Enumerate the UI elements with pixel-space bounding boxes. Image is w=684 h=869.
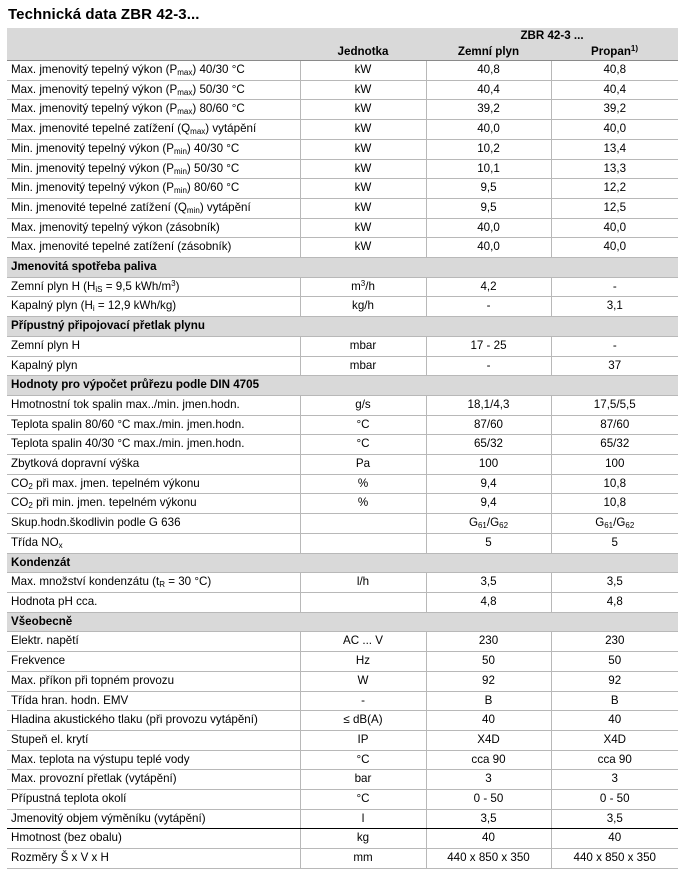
unit-cell: ≤ dB(A) bbox=[300, 711, 426, 731]
gas-value: 4,2 bbox=[426, 277, 551, 297]
propane-value: 440 x 850 x 350 bbox=[551, 849, 678, 869]
model-header: ZBR 42-3 ... bbox=[426, 28, 678, 43]
unit-cell: - bbox=[300, 691, 426, 711]
spec-row bbox=[7, 356, 678, 376]
header-row-model bbox=[7, 28, 678, 43]
section-header-row bbox=[7, 258, 678, 278]
spec-row bbox=[7, 80, 678, 100]
gas-value: 87/60 bbox=[426, 415, 551, 435]
propane-value: 40,4 bbox=[551, 80, 678, 100]
unit-cell: °C bbox=[300, 750, 426, 770]
propane-value: 10,8 bbox=[551, 474, 678, 494]
spec-row bbox=[7, 809, 678, 829]
spec-row bbox=[7, 691, 678, 711]
gas-value: 10,1 bbox=[426, 159, 551, 179]
propane-value: 12,2 bbox=[551, 179, 678, 199]
unit-cell: mbar bbox=[300, 336, 426, 356]
propane-value: 13,4 bbox=[551, 139, 678, 159]
spec-row bbox=[7, 514, 678, 534]
gas-value: 100 bbox=[426, 455, 551, 475]
param-label: Hmotnost (bez obalu) bbox=[7, 829, 300, 849]
spec-row bbox=[7, 179, 678, 199]
gas-value: 40,0 bbox=[426, 120, 551, 140]
propane-value: 40,0 bbox=[551, 120, 678, 140]
spec-row bbox=[7, 671, 678, 691]
propane-value: 3 bbox=[551, 770, 678, 790]
spec-row bbox=[7, 573, 678, 593]
param-label: Rozměry Š x V x H bbox=[7, 849, 300, 869]
propane-value: 40 bbox=[551, 711, 678, 731]
spec-row bbox=[7, 159, 678, 179]
propane-value: X4D bbox=[551, 730, 678, 750]
unit-cell: kg bbox=[300, 829, 426, 849]
param-label: Jmenovitý objem výměníku (vytápění) bbox=[7, 809, 300, 829]
spec-row bbox=[7, 139, 678, 159]
param-label: Třída hran. hodn. EMV bbox=[7, 691, 300, 711]
page-title: Technická data ZBR 42-3... bbox=[8, 6, 200, 23]
unit-cell: kW bbox=[300, 80, 426, 100]
param-label: Elektr. napětí bbox=[7, 632, 300, 652]
section-title: Všeobecně bbox=[7, 612, 678, 632]
unit-cell: g/s bbox=[300, 395, 426, 415]
unit-cell: °C bbox=[300, 415, 426, 435]
unit-cell bbox=[300, 514, 426, 534]
gas-value: B bbox=[426, 691, 551, 711]
gas-value: 4,8 bbox=[426, 592, 551, 612]
spec-row bbox=[7, 652, 678, 672]
param-label: Skup.hodn.škodlivin podle G 636 bbox=[7, 514, 300, 534]
spec-row bbox=[7, 711, 678, 731]
param-label: Max. jmenovité tepelné zatížení (zásobník) bbox=[7, 238, 300, 258]
spec-row bbox=[7, 750, 678, 770]
unit-cell: kW bbox=[300, 100, 426, 120]
propane-value: 12,5 bbox=[551, 198, 678, 218]
spec-row bbox=[7, 415, 678, 435]
param-label: Max. jmenovitý tepelný výkon $(P_{max})$ 50/30 °C bbox=[7, 80, 300, 100]
propane-value: 13,3 bbox=[551, 159, 678, 179]
param-label: Třída $NO_x$ bbox=[7, 533, 300, 553]
propane-footnote-mark: 1) bbox=[630, 44, 639, 53]
gas-value: 92 bbox=[426, 671, 551, 691]
propane-value: 17,5/5,5 bbox=[551, 395, 678, 415]
param-label: Min. jmenovité tepelné zatížení $(Q_{min})$ vytápění bbox=[7, 198, 300, 218]
unit-cell: l bbox=[300, 809, 426, 829]
spec-row bbox=[7, 395, 678, 415]
spec-row bbox=[7, 474, 678, 494]
param-label: Frekvence bbox=[7, 652, 300, 672]
unit-cell: IP bbox=[300, 730, 426, 750]
propane-value: 65/32 bbox=[551, 435, 678, 455]
unit-cell: l/h bbox=[300, 573, 426, 593]
param-label: Max. jmenovité tepelné zatížení $(Q_{max})$ vytápění bbox=[7, 120, 300, 140]
section-header-row bbox=[7, 553, 678, 573]
param-label: Zemní plyn H ($H_{iS} = 9,5$ kWh/$m^3$) bbox=[7, 277, 300, 297]
gas-value: 18,1/4,3 bbox=[426, 395, 551, 415]
propane-value: 92 bbox=[551, 671, 678, 691]
param-label: Hodnota pH cca. bbox=[7, 592, 300, 612]
spec-row bbox=[7, 849, 678, 869]
propane-value: 4,8 bbox=[551, 592, 678, 612]
gas-value: 230 bbox=[426, 632, 551, 652]
gas-value: 3 bbox=[426, 770, 551, 790]
gas-value: cca 90 bbox=[426, 750, 551, 770]
propane-value: cca 90 bbox=[551, 750, 678, 770]
propane-value: 3,5 bbox=[551, 573, 678, 593]
unit-cell: % bbox=[300, 494, 426, 514]
gas-value: 39,2 bbox=[426, 100, 551, 120]
propane-value: - bbox=[551, 336, 678, 356]
spec-row bbox=[7, 829, 678, 849]
spec-row bbox=[7, 238, 678, 258]
unit-cell: °C bbox=[300, 790, 426, 810]
param-label: $CO_2$ při min. jmen. tepelném výkonu bbox=[7, 494, 300, 514]
gas-value: 3,5 bbox=[426, 573, 551, 593]
unit-cell: kW bbox=[300, 238, 426, 258]
propane-value: - bbox=[551, 277, 678, 297]
propane-value: B bbox=[551, 691, 678, 711]
unit-cell bbox=[300, 592, 426, 612]
unit-cell: AC ... V bbox=[300, 632, 426, 652]
gas-value: 40,0 bbox=[426, 238, 551, 258]
param-label: Kapalný plyn bbox=[7, 356, 300, 376]
gas-value: 40,4 bbox=[426, 80, 551, 100]
spec-row bbox=[7, 277, 678, 297]
spec-row bbox=[7, 533, 678, 553]
unit-cell: °C bbox=[300, 435, 426, 455]
spec-row bbox=[7, 100, 678, 120]
section-title: Hodnoty pro výpočet průřezu podle DIN 4705 bbox=[7, 376, 678, 396]
unit-cell: kg/h bbox=[300, 297, 426, 317]
propane-value: $G_{61}/G_{62}$ bbox=[551, 514, 678, 534]
propane-value: 37 bbox=[551, 356, 678, 376]
unit-cell: % bbox=[300, 474, 426, 494]
propane-value: 40,8 bbox=[551, 61, 678, 81]
spec-row bbox=[7, 730, 678, 750]
unit-cell: W bbox=[300, 671, 426, 691]
gas-value: X4D bbox=[426, 730, 551, 750]
param-label: Min. jmenovitý tepelný výkon $(P_{min})$ 40/30 °C bbox=[7, 139, 300, 159]
header-row-columns bbox=[7, 43, 678, 61]
propane-value: 40 bbox=[551, 829, 678, 849]
spec-row bbox=[7, 198, 678, 218]
param-label: Min. jmenovitý tepelný výkon $(P_{min})$ 80/60 °C bbox=[7, 179, 300, 199]
gas-value: 40,8 bbox=[426, 61, 551, 81]
gas-value: 17 - 25 bbox=[426, 336, 551, 356]
gas-column-header: Zemní plyn bbox=[426, 43, 551, 61]
propane-value: 5 bbox=[551, 533, 678, 553]
spec-row bbox=[7, 61, 678, 81]
spec-row bbox=[7, 218, 678, 238]
unit-cell: kW bbox=[300, 218, 426, 238]
spec-row bbox=[7, 120, 678, 140]
gas-value: 440 x 850 x 350 bbox=[426, 849, 551, 869]
param-label: Stupeň el. krytí bbox=[7, 730, 300, 750]
section-title: Přípustný připojovací přetlak plynu bbox=[7, 317, 678, 337]
propane-value: 50 bbox=[551, 652, 678, 672]
unit-cell: kW bbox=[300, 198, 426, 218]
unit-cell: kW bbox=[300, 159, 426, 179]
param-label: Přípustná teplota okolí bbox=[7, 790, 300, 810]
gas-value: 9,4 bbox=[426, 494, 551, 514]
param-label: Max. jmenovitý tepelný výkon $(P_{max})$ 40/30 °C bbox=[7, 61, 300, 81]
propane-column-header bbox=[551, 43, 678, 61]
propane-value: 10,8 bbox=[551, 494, 678, 514]
param-label: Max. jmenovitý tepelný výkon (zásobník) bbox=[7, 218, 300, 238]
propane-value: 40,0 bbox=[551, 218, 678, 238]
unit-cell: bar bbox=[300, 770, 426, 790]
propane-value: 87/60 bbox=[551, 415, 678, 435]
unit-cell: Pa bbox=[300, 455, 426, 475]
unit-cell: kW bbox=[300, 61, 426, 81]
gas-value: 10,2 bbox=[426, 139, 551, 159]
param-label: $CO_2$ při max. jmen. tepelném výkonu bbox=[7, 474, 300, 494]
gas-value: 65/32 bbox=[426, 435, 551, 455]
gas-value: 9,4 bbox=[426, 474, 551, 494]
gas-value: 9,5 bbox=[426, 198, 551, 218]
spec-row bbox=[7, 494, 678, 514]
param-label: Min. jmenovitý tepelný výkon $(P_{min})$ 50/30 °C bbox=[7, 159, 300, 179]
unit-cell: Hz bbox=[300, 652, 426, 672]
gas-value: 0 - 50 bbox=[426, 790, 551, 810]
param-label: Zbytková dopravní výška bbox=[7, 455, 300, 475]
param-label: Teplota spalin 40/30 °C max./min. jmen.hodn. bbox=[7, 435, 300, 455]
section-title: Kondenzát bbox=[7, 553, 678, 573]
param-label: Max. teplota na výstupu teplé vody bbox=[7, 750, 300, 770]
param-label: Teplota spalin 80/60 °C max./min. jmen.hodn. bbox=[7, 415, 300, 435]
gas-value: $G_{61}/G_{62}$ bbox=[426, 514, 551, 534]
param-label: Hmotnostní tok spalin max../min. jmen.hodn. bbox=[7, 395, 300, 415]
unit-cell: kW bbox=[300, 139, 426, 159]
gas-value: 50 bbox=[426, 652, 551, 672]
param-label: Kapalný plyn ($H_i = 12,9$ kWh/kg) bbox=[7, 297, 300, 317]
gas-value: 40 bbox=[426, 829, 551, 849]
propane-value: 100 bbox=[551, 455, 678, 475]
unit-cell: $m^3/h$ bbox=[300, 277, 426, 297]
spec-row bbox=[7, 336, 678, 356]
gas-value: - bbox=[426, 356, 551, 376]
propane-value: 230 bbox=[551, 632, 678, 652]
unit-cell: mbar bbox=[300, 356, 426, 376]
propane-value: 3,1 bbox=[551, 297, 678, 317]
param-label: Max. jmenovitý tepelný výkon $(P_{max})$ 80/60 °C bbox=[7, 100, 300, 120]
gas-value: 40,0 bbox=[426, 218, 551, 238]
section-title: Jmenovitá spotřeba paliva bbox=[7, 258, 678, 278]
gas-value: - bbox=[426, 297, 551, 317]
spec-table bbox=[7, 28, 678, 869]
gas-value: 9,5 bbox=[426, 179, 551, 199]
param-label: Max. provozní přetlak (vytápění) bbox=[7, 770, 300, 790]
spec-row bbox=[7, 297, 678, 317]
gas-value: 3,5 bbox=[426, 809, 551, 829]
spec-row bbox=[7, 455, 678, 475]
propane-value: 39,2 bbox=[551, 100, 678, 120]
spec-row bbox=[7, 790, 678, 810]
param-label: Zemní plyn H bbox=[7, 336, 300, 356]
unit-column-header: Jednotka bbox=[300, 43, 426, 61]
section-header-row bbox=[7, 376, 678, 396]
spec-row bbox=[7, 592, 678, 612]
section-header-row bbox=[7, 612, 678, 632]
gas-value: 40 bbox=[426, 711, 551, 731]
param-label: Max. množství kondenzátu ($t_R = 30$ °C) bbox=[7, 573, 300, 593]
spec-row bbox=[7, 435, 678, 455]
param-label: Max. příkon při topném provozu bbox=[7, 671, 300, 691]
spec-row bbox=[7, 770, 678, 790]
spec-row bbox=[7, 632, 678, 652]
propane-label: Propan bbox=[590, 45, 631, 58]
unit-cell: mm bbox=[300, 849, 426, 869]
propane-value: 0 - 50 bbox=[551, 790, 678, 810]
section-header-row bbox=[7, 317, 678, 337]
unit-cell: kW bbox=[300, 179, 426, 199]
unit-cell bbox=[300, 533, 426, 553]
param-label: Hladina akustického tlaku (při provozu vytápění) bbox=[7, 711, 300, 731]
propane-value: 3,5 bbox=[551, 809, 678, 829]
table-bottom-rule bbox=[7, 828, 678, 829]
gas-value: 5 bbox=[426, 533, 551, 553]
unit-cell: kW bbox=[300, 120, 426, 140]
propane-value: 40,0 bbox=[551, 238, 678, 258]
